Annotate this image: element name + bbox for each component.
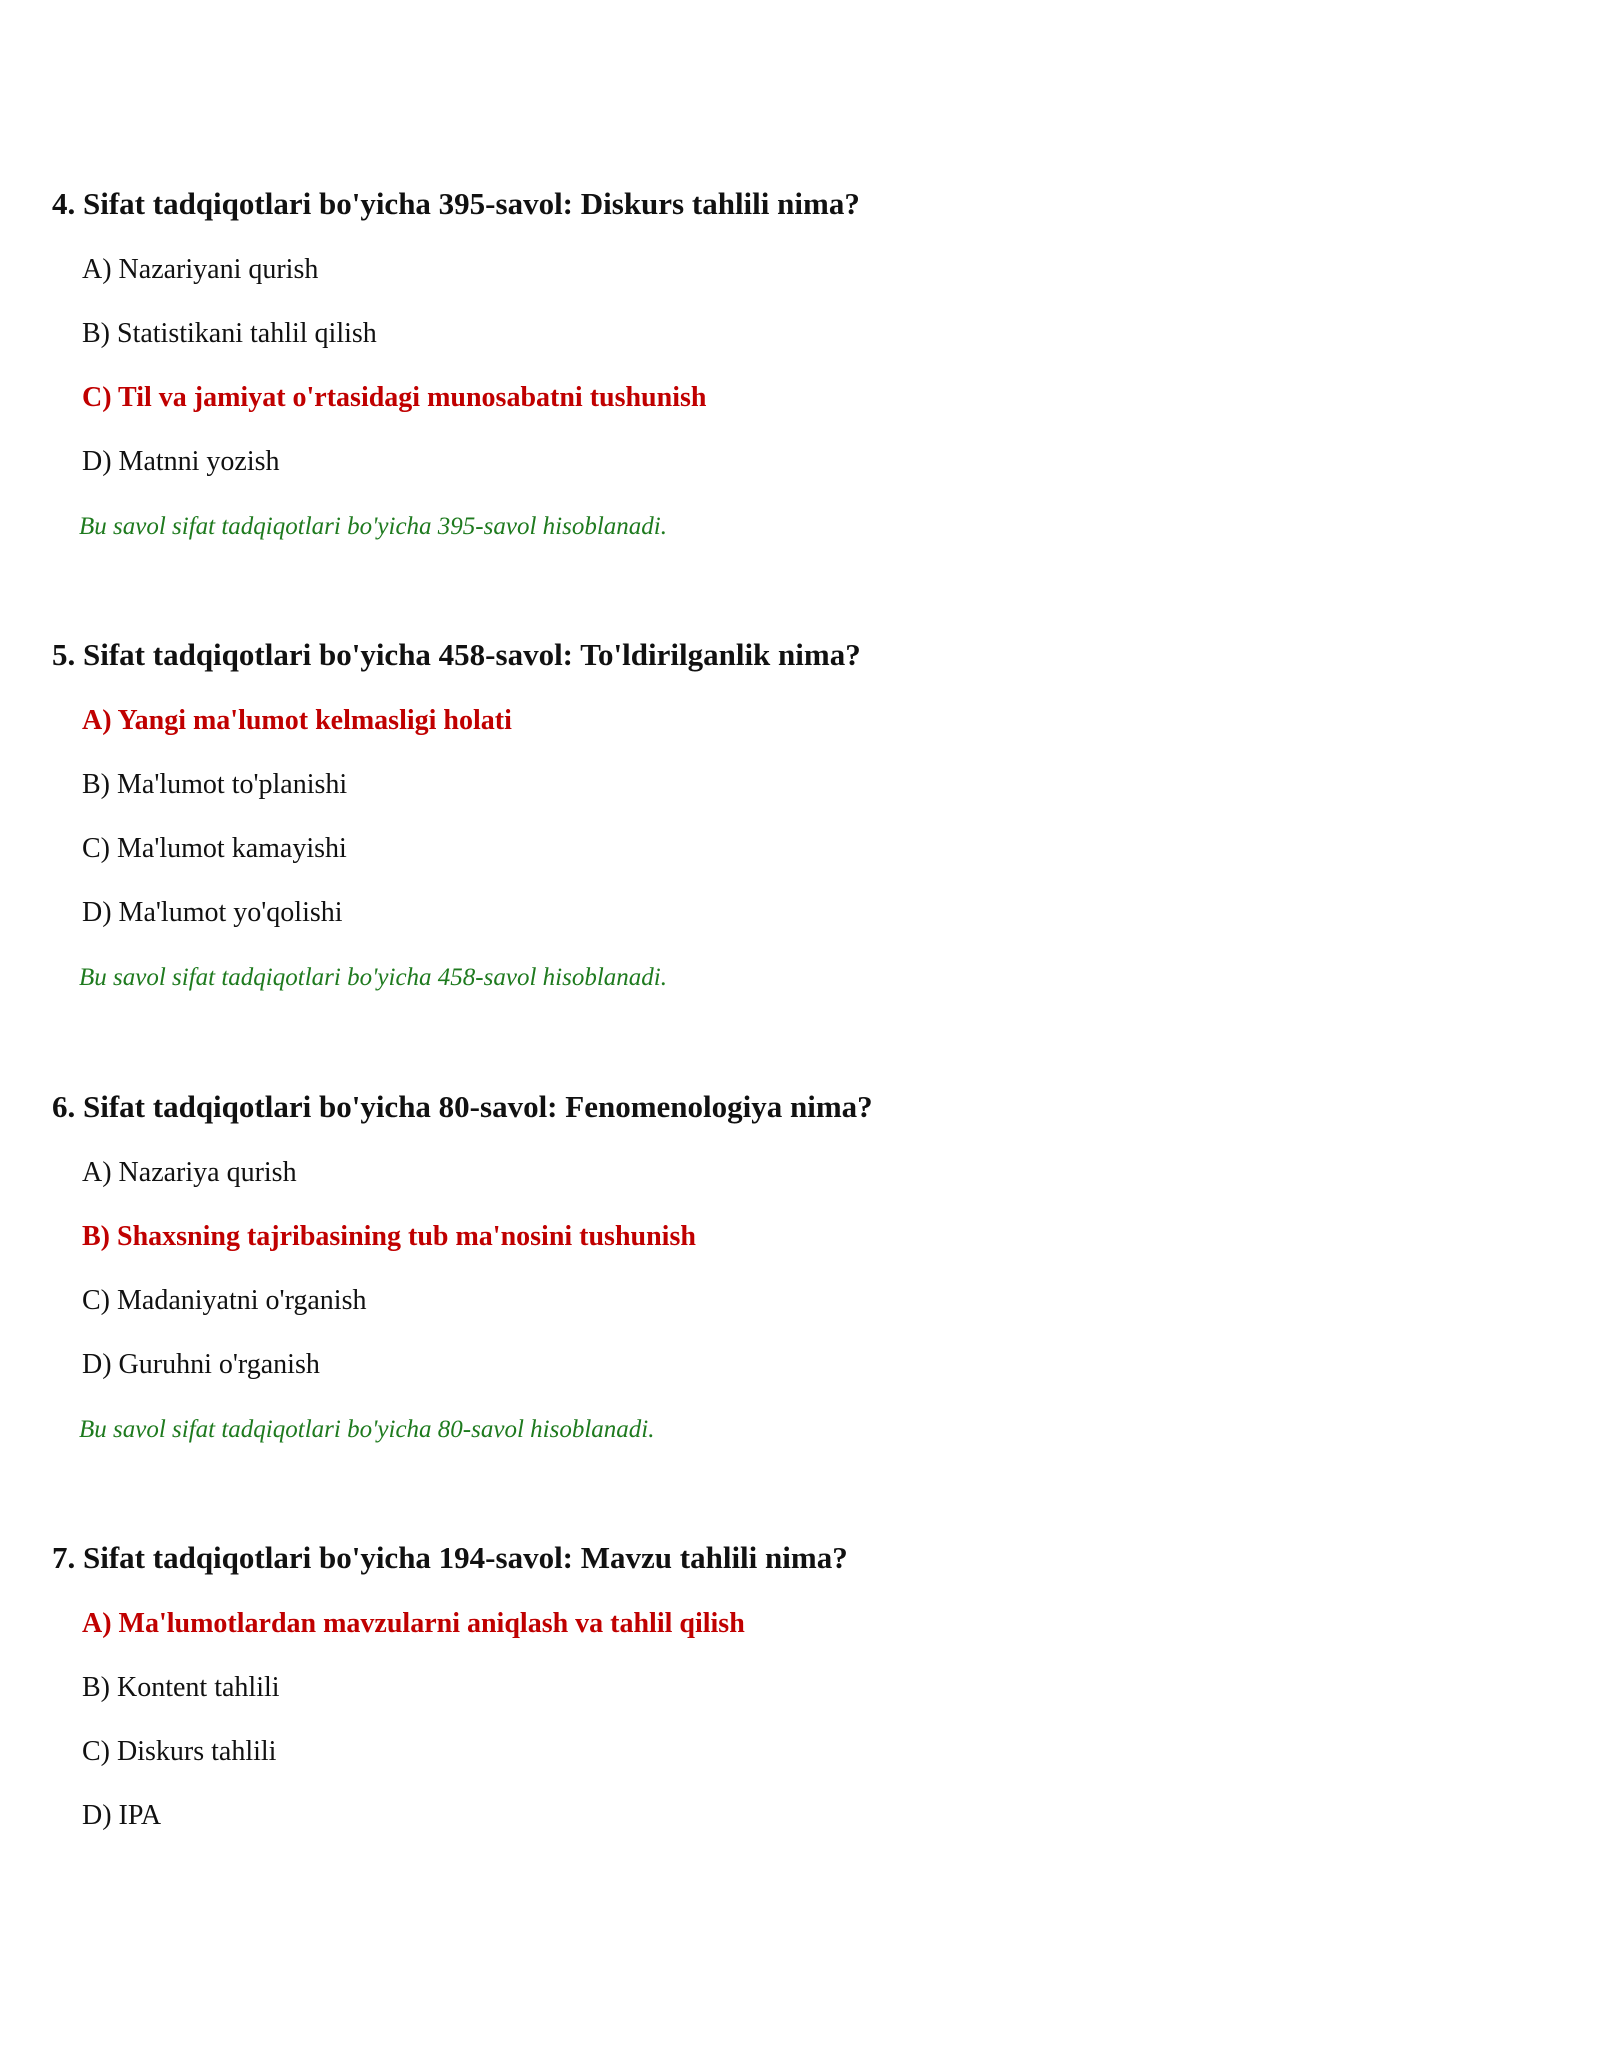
option-a: A) Nazariya qurish — [82, 1157, 297, 1188]
option-a-correct: A) Ma'lumotlardan mavzularni aniqlash va tahlil qilish — [82, 1608, 745, 1639]
option-b: B) Statistikani tahlil qilish — [82, 318, 377, 349]
question-note: Bu savol sifat tadqiqotlari bo'yicha 80-savol hisoblanadi. — [79, 1416, 655, 1443]
question-note: Bu savol sifat tadqiqotlari bo'yicha 395-savol hisoblanadi. — [79, 513, 667, 540]
option-b: B) Ma'lumot to'planishi — [82, 769, 348, 800]
option-c: C) Madaniyatni o'rganish — [82, 1285, 367, 1316]
question-title: 6. Sifat tadqiqotlari bo'yicha 80-savol: Fenomenologiya nima? — [52, 1089, 873, 1124]
option-c: C) Diskurs tahlili — [82, 1736, 277, 1767]
question-title: 4. Sifat tadqiqotlari bo'yicha 395-savol: Diskurs tahlili nima? — [52, 186, 860, 221]
option-d: D) IPA — [82, 1800, 162, 1831]
option-a-correct: A) Yangi ma'lumot kelmasligi holati — [82, 705, 512, 736]
option-d: D) Guruhni o'rganish — [82, 1349, 320, 1380]
option-a: A) Nazariyani qurish — [82, 254, 319, 285]
option-c: C) Ma'lumot kamayishi — [82, 833, 347, 864]
option-b: B) Kontent tahlili — [82, 1672, 280, 1703]
question-note: Bu savol sifat tadqiqotlari bo'yicha 458-savol hisoblanadi. — [79, 964, 667, 991]
option-d: D) Ma'lumot yo'qolishi — [82, 897, 343, 928]
question-title: 7. Sifat tadqiqotlari bo'yicha 194-savol: Mavzu tahlili nima? — [52, 1540, 848, 1575]
option-d: D) Matnni yozish — [82, 446, 280, 477]
option-b-correct: B) Shaxsning tajribasining tub ma'nosini tushunish — [82, 1221, 696, 1252]
option-c-correct: C) Til va jamiyat o'rtasidagi munosabatni tushunish — [82, 382, 707, 413]
question-title: 5. Sifat tadqiqotlari bo'yicha 458-savol: To'ldirilganlik nima? — [52, 637, 861, 672]
